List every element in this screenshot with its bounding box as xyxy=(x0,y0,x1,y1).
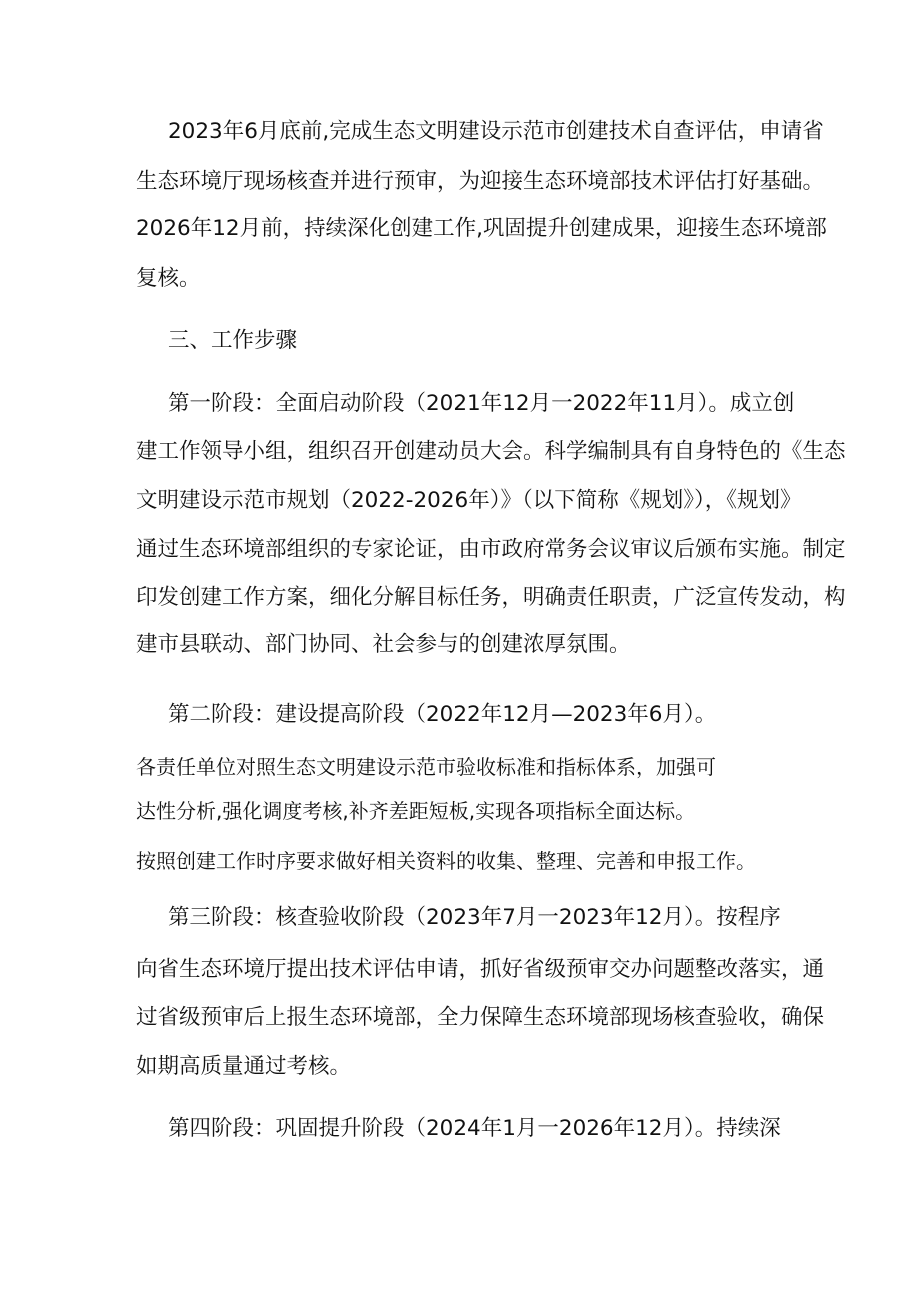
paragraph-line: 文明建设示范市规划（2022-2026年）》（以下简称《规划》），《规划》 xyxy=(136,488,802,513)
paragraph-line: 第二阶段：建设提高阶段（2022年12月—2023年6月）。 xyxy=(168,702,717,727)
paragraph-line: 建工作领导小组，组织召开创建动员大会。科学编制具有自身特色的《生态 xyxy=(136,439,846,464)
paragraph-line: 通过生态环境部组织的专家论证，由市政府常务会议审议后颁布实施。制定 xyxy=(136,537,846,562)
paragraph-line: 第四阶段：巩固提升阶段（2024年1月一2026年12月）。持续深 xyxy=(168,1116,781,1141)
section-heading: 三、工作步骤 xyxy=(168,328,298,353)
paragraph-line: 建市县联动、部门协同、社会参与的创建浓厚氛围。 xyxy=(136,632,631,657)
paragraph-line: 向省生态环境厅提出技术评估申请，抓好省级预审交办问题整改落实，通 xyxy=(136,957,825,982)
paragraph-line: 2023年6月底前,完成生态文明建设示范市创建技术自查评估，申请省 xyxy=(168,119,824,144)
paragraph-line: 生态环境厅现场核查并进行预审，为迎接生态环境部技术评估打好基础。 xyxy=(136,169,825,194)
paragraph-line: 达性分析,强化调度考核,补齐差距短板,实现各项指标全面达标。 xyxy=(136,799,696,823)
paragraph-line: 如期高质量通过考核。 xyxy=(136,1054,352,1079)
paragraph-line: 第三阶段：核查验收阶段（2023年7月一2023年12月）。按程序 xyxy=(168,905,781,930)
paragraph-line: 复核。 xyxy=(136,266,201,291)
paragraph-line: 按照创建工作时序要求做好相关资料的收集、整理、完善和申报工作。 xyxy=(136,849,756,873)
paragraph-line: 2026年12月前，持续深化创建工作,巩固提升创建成果，迎接生态环境部 xyxy=(136,216,827,241)
paragraph-line: 各责任单位对照生态文明建设示范市验收标准和指标体系，加强可 xyxy=(136,755,716,779)
paragraph-line: 过省级预审后上报生态环境部，全力保障生态环境部现场核查验收，确保 xyxy=(136,1005,825,1030)
paragraph-line: 第一阶段：全面启动阶段（2021年12月一2022年11月）。成立创 xyxy=(168,391,795,416)
paragraph-line: 印发创建工作方案，细化分解目标任务，明确责任职责，广泛宣传发动，构 xyxy=(136,585,846,610)
